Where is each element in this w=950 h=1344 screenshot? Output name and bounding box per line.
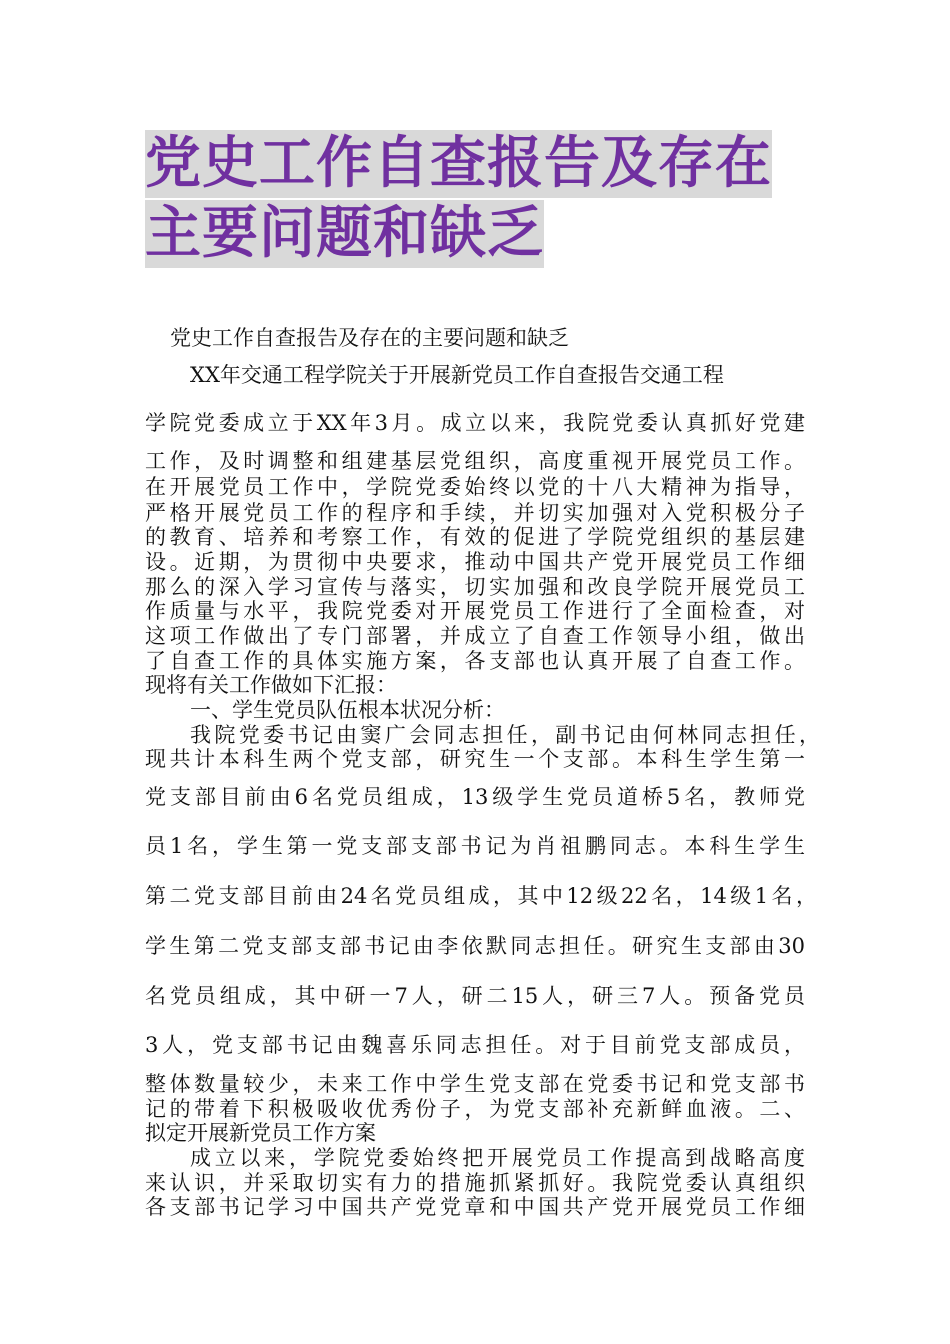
- body-line: 严格开展党员工作的程序和手续，并切实加强对入党积极分子: [145, 501, 805, 525]
- body-line: 这项工作做出了专门部署，并成立了自查工作领导小组，做出: [145, 624, 805, 648]
- body-line: 各支部书记学习中国共产党党章和中国共产党开展党员工作细: [145, 1195, 805, 1219]
- body-line: 记的带着下积极吸收优秀份子，为党支部补充新鲜血液。二、: [145, 1097, 805, 1121]
- body-line: XX年交通工程学院关于开展新党员工作自查报告交通工程: [190, 363, 724, 387]
- body-line: 第二党支部目前由24名党员组成，其中12级22名，14级1名，: [145, 884, 817, 908]
- body-line: 整体数量较少，未来工作中学生党支部在党委书记和党支部书: [145, 1072, 805, 1096]
- body-line: 名党员组成，其中研一7人，研二15人，研三7人。预备党员: [145, 984, 805, 1008]
- body-line: 成立以来，学院党委始终把开展党员工作提高到战略高度: [190, 1146, 805, 1170]
- body-line: 来认识，并采取切实有力的措施抓紧抓好。我院党委认真组织: [145, 1171, 805, 1195]
- document-title-line-1: 党史工作自查报告及存在: [145, 131, 772, 196]
- body-line: 现共计本科生两个党支部，研究生一个支部。本科生学生第一: [145, 747, 805, 771]
- body-line: 那么的深入学习宣传与落实，切实加强和改良学院开展党员工: [145, 575, 805, 599]
- body-line-subtitle: 党史工作自查报告及存在的主要问题和缺乏: [170, 326, 569, 350]
- body-line: 学院党委成立于XX年3月。成立以来，我院党委认真抓好党建: [145, 411, 805, 435]
- section-heading-1: 一、学生党员队伍根本状况分析：: [190, 698, 505, 722]
- section-heading-2: 拟定开展新党员工作方案: [145, 1121, 376, 1145]
- body-line: 作质量与水平，我院党委对开展党员工作进行了全面检查，对: [145, 599, 805, 623]
- body-line: 了自查工作的具体实施方案，各支部也认真开展了自查工作。: [145, 649, 805, 673]
- body-line: 的教育、培养和考察工作，有效的促进了学院党组织的基层建: [145, 525, 805, 549]
- body-line: 现将有关工作做如下汇报：: [145, 673, 397, 697]
- body-line: 学生第二党支部支部书记由李依默同志担任。研究生支部由30: [145, 934, 805, 958]
- body-line: 在开展党员工作中，学院党委始终以党的十八大精神为指导，: [145, 475, 805, 499]
- body-line: 设。近期，为贯彻中央要求，推动中国共产党开展党员工作细: [145, 550, 805, 574]
- document-title-line-2: 主要问题和缺乏: [145, 201, 544, 266]
- body-line: 我院党委书记由窦广会同志担任，副书记由何林同志担任，: [190, 723, 820, 747]
- body-line: 3人，党支部书记由魏喜乐同志担任。对于目前党支部成员，: [145, 1033, 805, 1057]
- body-line: 员1名，学生第一党支部支部书记为肖祖鹏同志。本科生学生: [145, 834, 805, 858]
- body-line: 工作，及时调整和组建基层党组织，高度重视开展党员工作。: [145, 449, 805, 473]
- body-line: 党支部目前由6名党员组成，13级学生党员道桥5名，教师党: [145, 785, 805, 809]
